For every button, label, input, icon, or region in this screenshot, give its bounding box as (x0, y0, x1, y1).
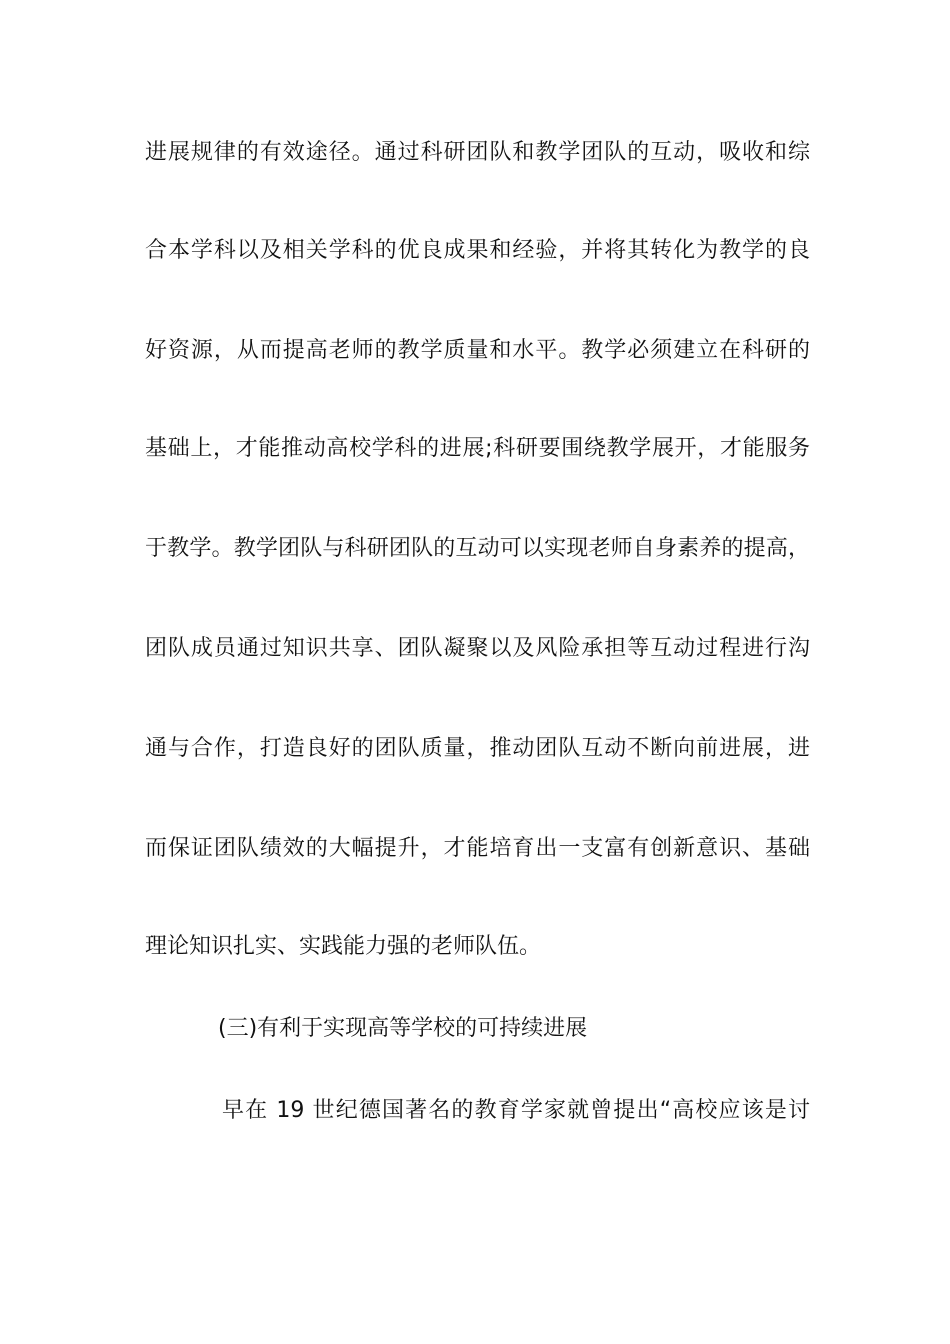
body-text-line: 通与合作，打造良好的团队质量，推动团队互动不断向前进展，进 (145, 736, 810, 761)
body-text-line: 进展规律的有效途径。通过科研团队和教学团队的互动，吸收和综 (145, 140, 810, 165)
body-text-line: 理论知识扎实、实践能力强的老师队伍。 (145, 934, 542, 959)
body-text-line: 基础上，才能推动高校学科的进展;科研要围绕教学展开，才能服务 (145, 436, 810, 461)
body-text-line: 合本学科以及相关学科的优良成果和经验，并将其转化为教学的良 (145, 238, 810, 263)
paragraph-first-line: 早在 19 世纪德国著名的教育学家就曾提出“高校应该是讨 (222, 1098, 810, 1123)
section-heading: (三)有利于实现高等学校的可持续进展 (218, 1016, 588, 1041)
body-text-line: 而保证团队绩效的大幅提升，才能培育出一支富有创新意识、基础 (145, 836, 810, 861)
body-text-line: 团队成员通过知识共享、团队凝聚以及风险承担等互动过程进行沟 (145, 636, 810, 661)
body-text-line: 好资源，从而提高老师的教学质量和水平。教学必须建立在科研的 (145, 338, 810, 363)
body-text-line: 于教学。教学团队与科研团队的互动可以实现老师自身素养的提高， (145, 536, 810, 561)
